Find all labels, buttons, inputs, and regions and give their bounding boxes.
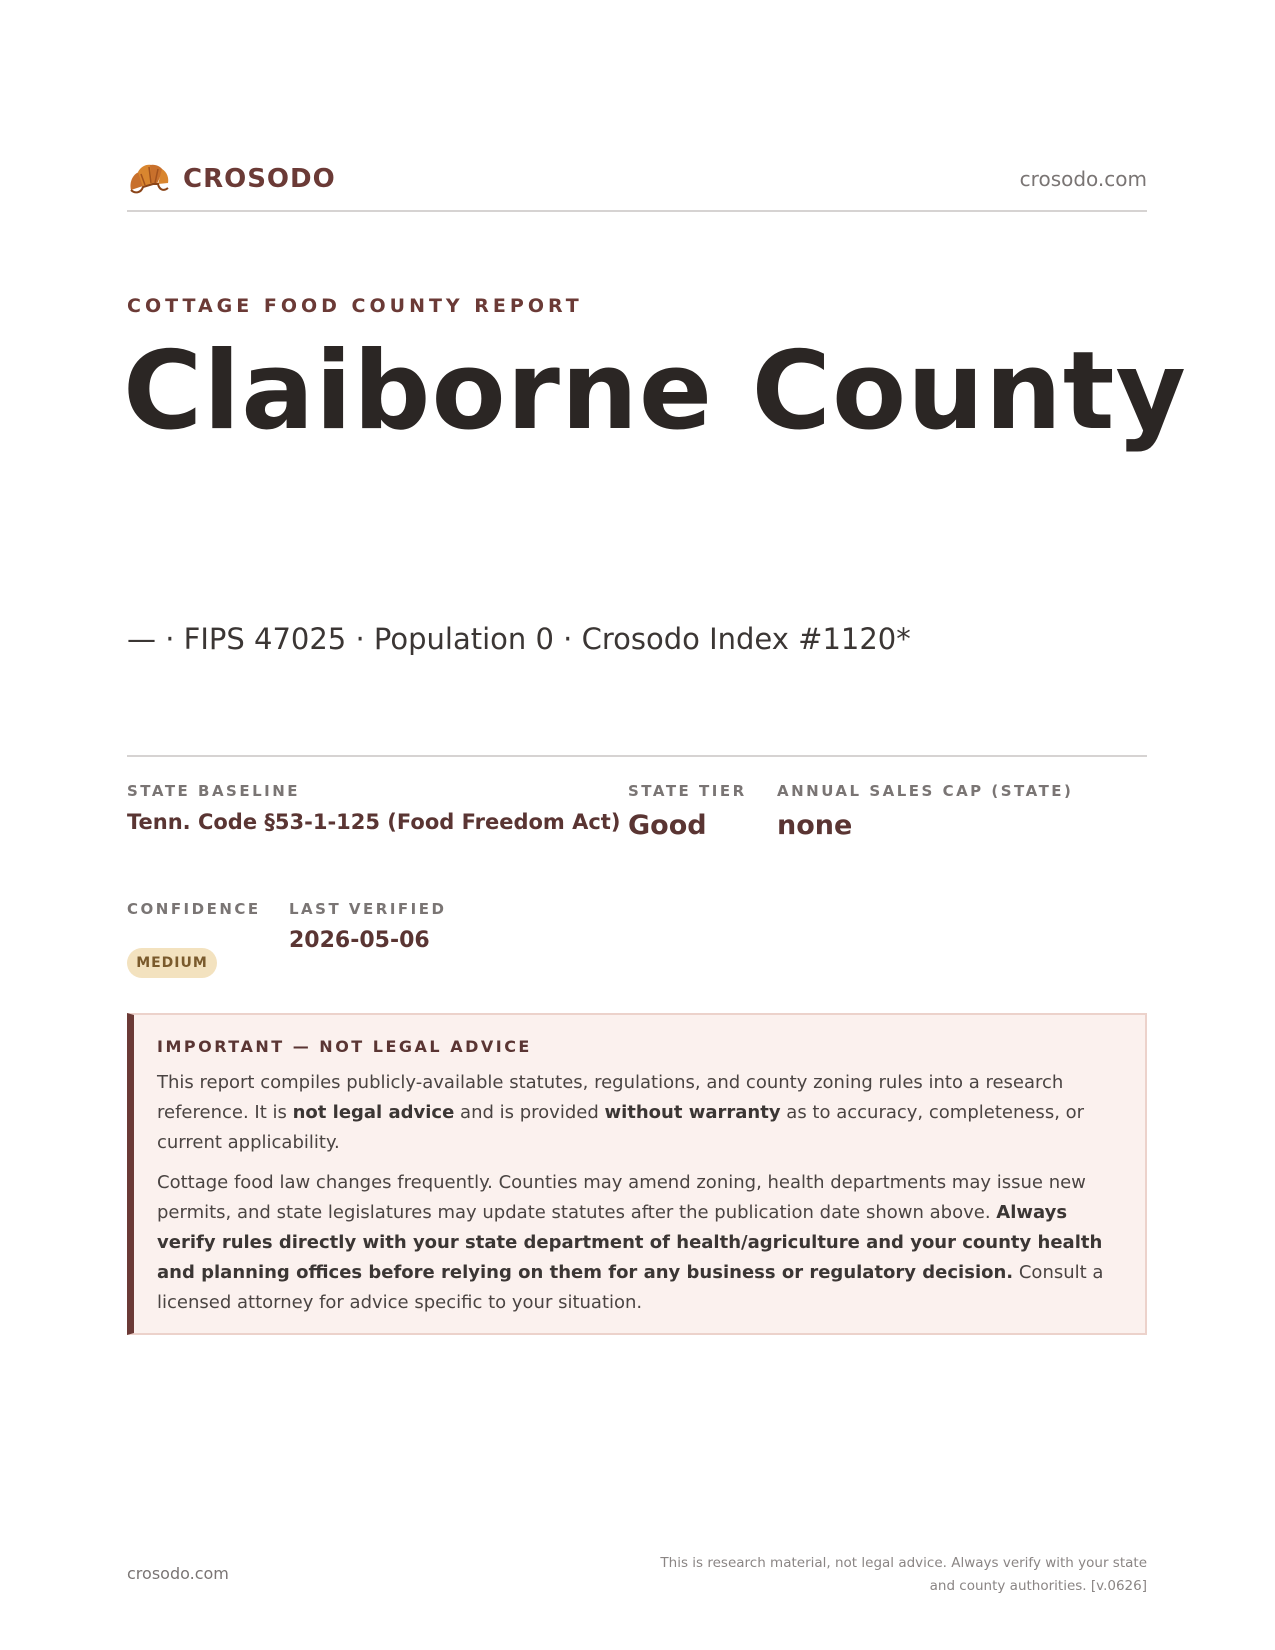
- notice-emphasis: Always verify rules directly with your state department of health/agriculture and your county health and planning offices before relying on them for any business or regulatory decision.: [157, 1202, 1103, 1283]
- footer-disclaimer: [587, 1552, 1147, 1598]
- brand: [127, 160, 336, 198]
- page-title: Claiborne County: [123, 329, 1187, 454]
- report-page: [123, 0, 1187, 1650]
- state-tier-value: Good: [628, 810, 707, 841]
- footer-site-link[interactable]: crosodo.com: [127, 1564, 229, 1583]
- notice-emphasis: without warranty: [604, 1102, 781, 1123]
- sales-cap-value: none: [777, 810, 853, 841]
- notice-title: IMPORTANT — NOT LEGAL ADVICE: [157, 1037, 532, 1056]
- confidence-label: CONFIDENCE: [127, 900, 261, 918]
- report-type-label: COTTAGE FOOD COUNTY REPORT: [127, 295, 583, 317]
- confidence-badge: MEDIUM: [127, 948, 217, 978]
- notice-emphasis: not legal advice: [292, 1102, 455, 1123]
- notice-text: This report compiles publicly-available statutes, regulations, and county zoning rules into a research reference. It is: [157, 1072, 1064, 1123]
- last-verified-label: LAST VERIFIED: [289, 900, 447, 918]
- notice-paragraph-1: [157, 1068, 1119, 1158]
- croissant-icon: [127, 160, 171, 198]
- page-header: [127, 155, 1147, 212]
- brand-name: CROSODO: [183, 164, 336, 194]
- sales-cap-label: ANNUAL SALES CAP (STATE): [777, 782, 1074, 800]
- last-verified-value: 2026-05-06: [289, 928, 430, 953]
- section-divider: [127, 755, 1147, 757]
- notice-text: and is provided: [454, 1102, 605, 1123]
- state-tier-label: STATE TIER: [628, 782, 747, 800]
- notice-text: as to accuracy, completeness, or current applicability.: [157, 1102, 1085, 1153]
- footer-disclaimer-line: and county authorities. [v.0626]: [929, 1578, 1147, 1594]
- notice-text: Consult a licensed attorney for advice specific to your situation.: [157, 1262, 1104, 1313]
- footer-disclaimer-line: This is research material, not legal advice. Always verify with your state: [660, 1555, 1147, 1571]
- notice-text: Cottage food law changes frequently. Counties may amend zoning, health departments may issue new permits, and state legislatures may update statutes after the publication date shown above.: [157, 1172, 1086, 1223]
- notice-paragraph-2: [157, 1168, 1119, 1318]
- state-baseline-label: STATE BASELINE: [127, 782, 301, 800]
- legal-notice-box: [127, 1013, 1147, 1335]
- county-meta-line: — · FIPS 47025 · Population 0 · Crosodo Index #1120*: [127, 622, 911, 656]
- state-baseline-value: Tenn. Code §53-1-125 (Food Freedom Act): [127, 810, 621, 834]
- header-site-link[interactable]: crosodo.com: [1019, 167, 1147, 191]
